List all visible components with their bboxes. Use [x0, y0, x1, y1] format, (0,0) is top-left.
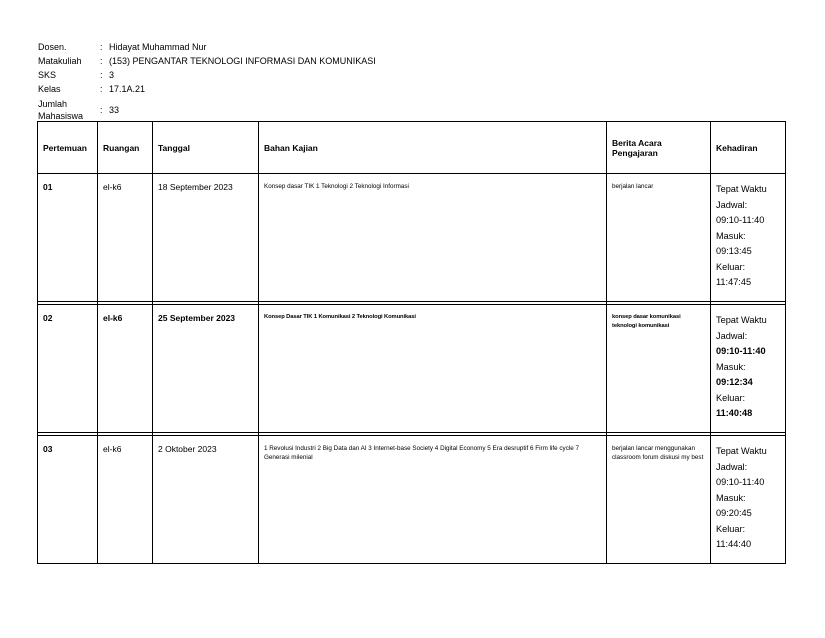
kehadiran-status: Tepat Waktu [716, 184, 767, 194]
masuk-label: Masuk: [716, 361, 746, 372]
sks-value: 3 [109, 70, 115, 80]
header-berita-line2: Pengajaran [612, 147, 658, 158]
header-bahan-kajian: Bahan Kajian [259, 122, 607, 174]
cell-tanggal: 25 September 2023 [153, 305, 259, 433]
masuk-value: 09:13:45 [716, 246, 752, 256]
table-row [38, 174, 786, 302]
cell-pertemuan: 01 [38, 174, 98, 302]
masuk-value: 09:20:45 [716, 508, 752, 518]
attendance-table [37, 121, 786, 564]
separator: : [100, 70, 103, 80]
dosen-label: Dosen. [38, 42, 67, 52]
jadwal-label: Jadwal: [716, 330, 748, 341]
cell-pertemuan: 03 [38, 436, 98, 564]
table-header-row [38, 122, 786, 174]
keluar-label: Keluar: [716, 523, 746, 534]
cell-pertemuan: 02 [38, 305, 98, 433]
info-row-kelas [38, 82, 376, 96]
jumlah-label-line1: Jumlah [38, 99, 68, 109]
cell-bahan-kajian: Konsep dasar TIK 1 Teknologi 2 Teknologi Informasi [259, 174, 607, 302]
cell-bahan-kajian: 1 Revolusi Industri 2 Big Data dan AI 3 Internet-base Society 4 Digital Economy 5 Era desruptif 6 Firm life cycle 7 Generasi milenial [259, 436, 607, 564]
header-pertemuan: Pertemuan [38, 122, 98, 174]
header-berita-line1: Berita Acara [612, 137, 662, 148]
masuk-value: 09:12:34 [716, 377, 753, 387]
info-row-matakuliah [38, 54, 376, 68]
cell-ruangan: el-k6 [98, 174, 153, 302]
jadwal-label: Jadwal: [716, 461, 748, 472]
separator: : [100, 56, 103, 66]
matakuliah-label: Matakuliah [38, 56, 82, 66]
separator: : [100, 42, 103, 52]
course-info [38, 40, 376, 122]
table-row [38, 305, 786, 433]
table-row [38, 436, 786, 564]
kelas-value: 17.1A.21 [109, 84, 146, 94]
cell-berita-acara: konsep dasar komunikasi teknologi komunikasi [607, 305, 711, 433]
jadwal-value: 09:10-11:40 [716, 215, 765, 225]
cell-tanggal: 18 September 2023 [153, 174, 259, 302]
cell-tanggal: 2 Oktober 2023 [153, 436, 259, 564]
cell-berita-acara: berjalan lancar menggunakan classroom forum diskusi my best [607, 436, 711, 564]
jumlah-label-line2: Mahasiswa [38, 111, 84, 121]
kelas-label: Kelas [38, 84, 61, 94]
masuk-label: Masuk: [716, 230, 746, 241]
cell-kehadiran [711, 174, 786, 302]
jadwal-value: 09:10-11:40 [716, 477, 765, 487]
masuk-label: Masuk: [716, 492, 746, 503]
jumlah-label [38, 98, 100, 122]
keluar-label: Keluar: [716, 261, 746, 272]
cell-kehadiran [711, 436, 786, 564]
keluar-value: 11:40:48 [716, 408, 753, 418]
header-tanggal: Tanggal [153, 122, 259, 174]
cell-ruangan: el-k6 [98, 436, 153, 564]
kehadiran-status: Tepat Waktu [716, 315, 767, 325]
keluar-value: 11:47:45 [716, 277, 752, 287]
kehadiran-status: Tepat Waktu [716, 446, 767, 456]
info-row-sks [38, 68, 376, 82]
separator: : [100, 105, 103, 115]
cell-berita-acara: berjalan lancar [607, 174, 711, 302]
jumlah-value: 33 [109, 105, 120, 115]
sks-label: SKS [38, 70, 57, 80]
dosen-value: Hidayat Muhammad Nur [109, 42, 207, 52]
cell-kehadiran [711, 305, 786, 433]
separator: : [100, 84, 103, 94]
jadwal-value: 09:10-11:40 [716, 346, 766, 356]
header-kehadiran: Kehadiran [711, 122, 786, 174]
header-ruangan: Ruangan [98, 122, 153, 174]
keluar-value: 11:44:40 [716, 539, 752, 549]
cell-bahan-kajian: Konsep Dasar TIK 1 Komunikasi 2 Teknologi Komunikasi [259, 305, 607, 433]
keluar-label: Keluar: [716, 392, 746, 403]
info-row-dosen [38, 40, 376, 54]
jadwal-label: Jadwal: [716, 199, 748, 210]
header-berita-acara [607, 122, 711, 174]
cell-ruangan: el-k6 [98, 305, 153, 433]
matakuliah-value: (153) PENGANTAR TEKNOLOGI INFORMASI DAN KOMUNIKASI [109, 56, 376, 66]
info-row-jumlah [38, 98, 376, 122]
